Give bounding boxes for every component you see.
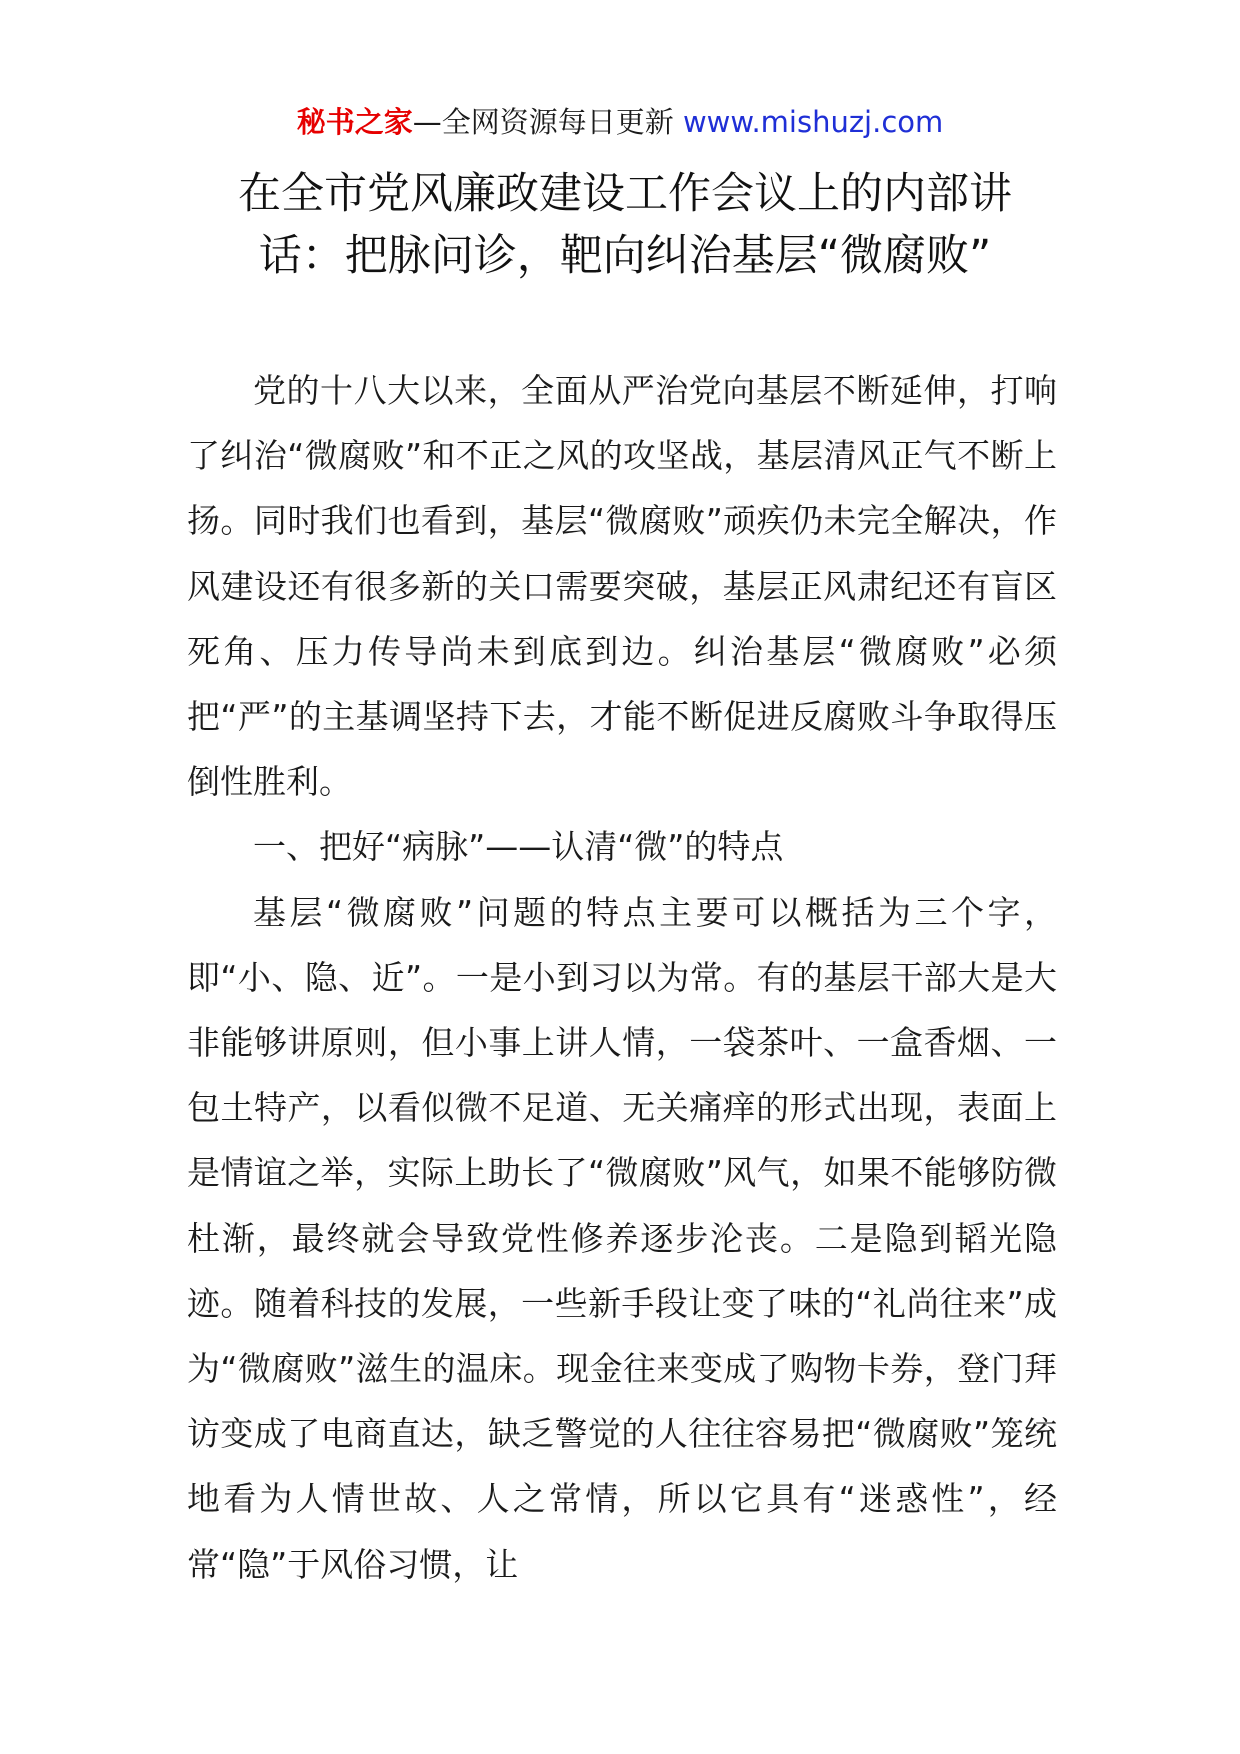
paragraph-section-1: 基层“微腐败”问题的特点主要可以概括为三个字，即“小、隐、近”。一是小到习以为常。有的基层干部大是大非能够讲原则，但小事上讲人情，一袋茶叶、一盒香烟、一包土特产，以看似微不足道、无关痛痒的形式出现，表面上是情谊之举，实际上助长了“微腐败”风气，如果不能够防微杜渐，最终就会导致党性修养逐步沦丧。二是隐到韬光隐迹。随着科技的发展，一些新手段让变了味的“礼尚往来”成为“微腐败”滋生的温床。现金往来变成了购物卡券，登门拜访变成了电商直达，缺乏警觉的人往往容易把“微腐败”笼统地看为人情世故、人之常情，所以它具有“迷惑性”，经常“隐”于风俗习惯，让 bbox=[187, 892, 1057, 1584]
site-brand: 秘书之家 bbox=[296, 105, 413, 139]
document-body bbox=[187, 358, 1057, 1597]
paragraph-intro: 党的十八大以来，全面从严治党向基层不断延伸，打响了纠治“微腐败”和不正之风的攻坚战，基层清风正气不断上扬。同时我们也看到，基层“微腐败”顽疾仍未完全解决，作风建设还有很多新的关口需要突破，基层正风肃纪还有盲区死角、压力传导尚未到底到边。纠治基层“微腐败”必须把“严”的主基调坚持下去，才能不断促进反腐败斗争取得压倒性胜利。 bbox=[187, 371, 1057, 802]
site-url-link[interactable]: www.mishuzj.com bbox=[682, 105, 944, 139]
site-header bbox=[0, 100, 1240, 144]
section-heading-1: 一、把好“病脉”——认清“微”的特点 bbox=[253, 827, 784, 867]
document-title: 在全市党风廉政建设工作会议上的内部讲话：把脉问诊，靶向纠治基层“微腐败” bbox=[238, 169, 1012, 281]
site-tagline: —全网资源每日更新 bbox=[412, 105, 683, 139]
